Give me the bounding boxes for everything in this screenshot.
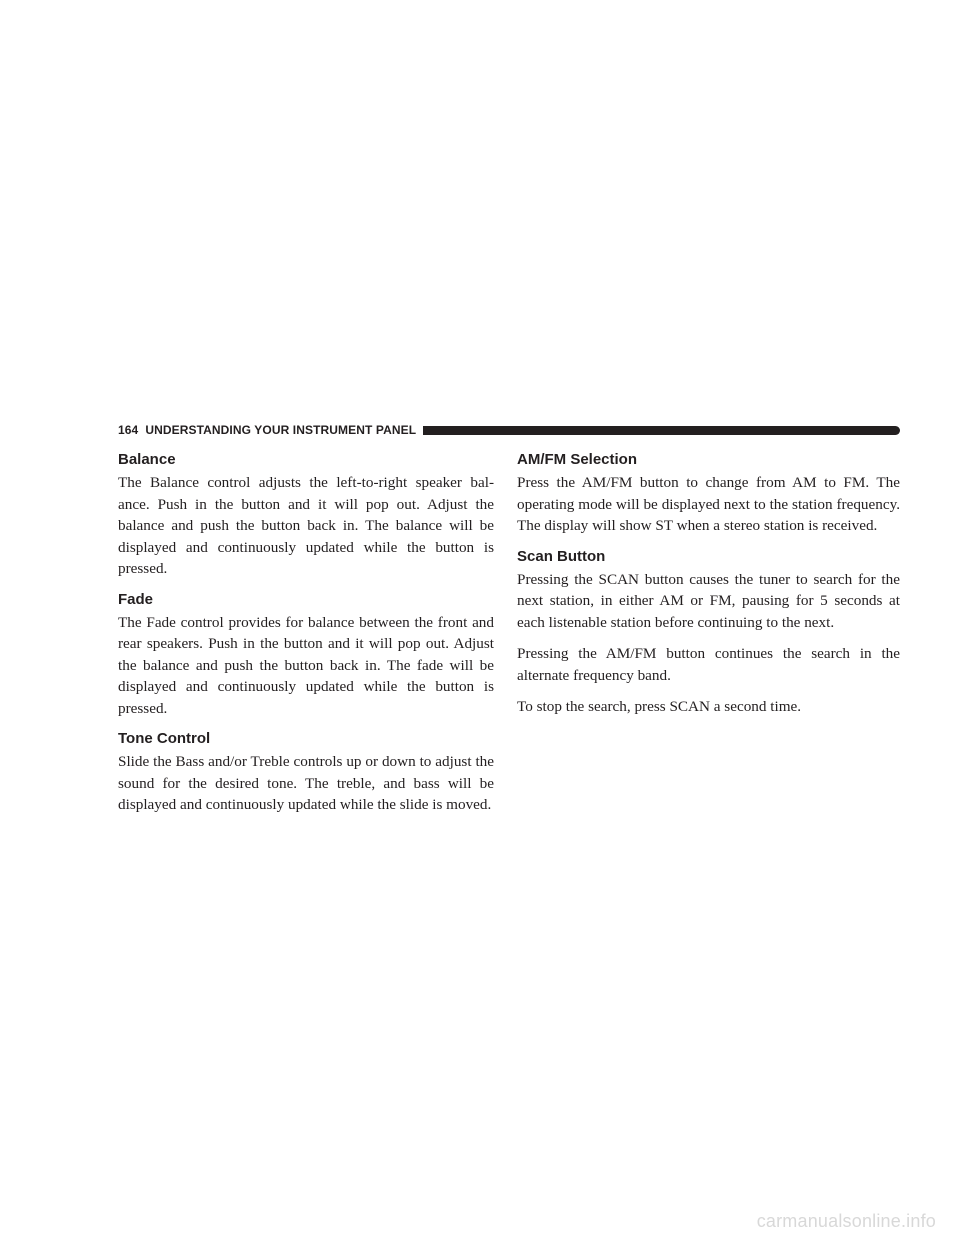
section-heading: Tone Control (118, 730, 211, 747)
right-column (517, 450, 900, 728)
section-paragraph: Press the AM/FM button to change from AM to FM. The operating mode will be displayed next to the station frequency. The display will show ST when a stereo station is received. (517, 474, 900, 534)
section-am-fm-selection (517, 450, 900, 537)
section-paragraph: Pressing the AM/FM button continues the search in the alternate frequency band. (517, 645, 900, 684)
section-heading: Fade (118, 590, 154, 608)
section-paragraph: The Balance control adjusts the left-to-right speaker bal- ance. Push in the button and it will pop out. Adjust the balance and push the button back in. The balance will be displayed and continuously updated while the button is pressed. (118, 474, 494, 577)
page-header (118, 422, 900, 438)
section-paragraph: Slide the Bass and/or Treble controls up or down to adjust the sound for the desired tone. The treble, and bass will be displayed and continuously updated while the slide is moved. (118, 753, 494, 813)
page-number: 164 (118, 423, 139, 437)
section-fade (118, 590, 494, 720)
header-rule (423, 426, 900, 435)
watermark: carmanualsonline.info (756, 1211, 936, 1231)
section-scan-button (517, 547, 900, 718)
header-title: UNDERSTANDING YOUR INSTRUMENT PANEL (145, 423, 417, 437)
left-column (118, 450, 494, 826)
section-heading: Scan Button (517, 547, 606, 565)
section-tone-control (118, 729, 494, 816)
running-header (118, 422, 416, 438)
section-balance (118, 450, 494, 580)
section-paragraph: The Fade control provides for balance between the front and rear speakers. Push in the button and it will pop out. Adjust the balance and push the button back in. The fade will be displayed and continuously updated while the button is pressed. (118, 613, 494, 717)
section-paragraph: To stop the search, press SCAN a second time. (517, 698, 802, 715)
section-paragraph: Pressing the SCAN button causes the tuner to search for the next station, in either AM or FM, pausing for 5 seconds at each listenable station before continuing to the next. (517, 570, 900, 631)
section-heading: AM/FM Selection (517, 451, 638, 468)
section-heading: Balance (118, 451, 176, 468)
